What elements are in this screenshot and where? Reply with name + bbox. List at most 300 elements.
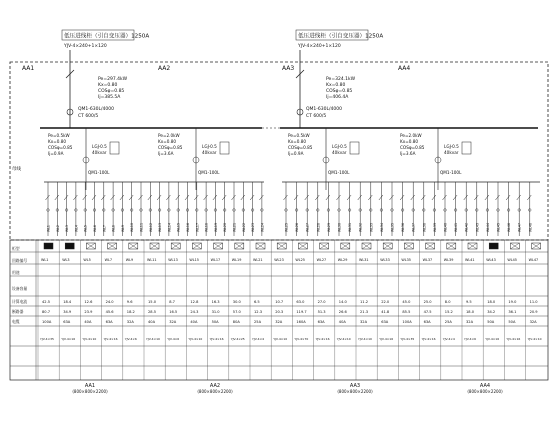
- table-column-1: [38, 240, 54, 380]
- table-capacity: 12.8: [190, 300, 199, 304]
- feeder-code: WL22: [241, 223, 246, 232]
- feeder-33: [368, 182, 373, 236]
- capacitor-box: [110, 142, 119, 154]
- feeder-switch: [55, 195, 59, 200]
- feeder-code: WL33: [369, 223, 374, 232]
- feeder-32: [358, 182, 363, 236]
- feeder-code: WL35: [390, 223, 395, 232]
- feeder-3: [64, 182, 69, 236]
- table-capacity: 16.3: [211, 300, 220, 304]
- feeder-code: WL23: [251, 223, 256, 232]
- feeder-34: [379, 182, 384, 236]
- table-circuit-code: WL19: [231, 258, 242, 262]
- feeder-code: WL39: [432, 223, 437, 232]
- table-row-label: 电缆: [12, 319, 20, 324]
- table-capacity: 30.0: [232, 300, 241, 304]
- feeder-switch: [232, 195, 236, 200]
- table-circuit-code: WL29: [337, 258, 348, 262]
- capacitor-group-param: Pe=0.5kW: [48, 133, 70, 138]
- table-capacity: 9.5: [466, 300, 472, 304]
- feeder-switch: [111, 195, 115, 200]
- feeder-switch: [305, 195, 309, 200]
- feeder-37: [411, 182, 416, 236]
- table-cable: YJV-4×35: [400, 337, 415, 341]
- table-column-2: [59, 240, 75, 380]
- table-cable: YJV-4×16: [421, 337, 436, 341]
- table-breaker: 32A: [360, 320, 368, 324]
- table-breaker: 32A: [275, 320, 283, 324]
- table-column-10: [229, 240, 245, 380]
- table-breaker: 50A: [508, 320, 516, 324]
- table-cable: YJV-4×10: [188, 337, 203, 341]
- table-current: 18.0: [466, 310, 475, 314]
- feeder-40: [443, 182, 448, 236]
- feeder-switch: [347, 195, 351, 200]
- feeder-switch: [432, 195, 436, 200]
- feeder-switch: [411, 195, 415, 200]
- table-row-label: 回路编号: [12, 258, 28, 263]
- table-capacity: 19.0: [508, 300, 517, 304]
- table-column-13: [292, 240, 308, 380]
- feeder-switch: [73, 195, 77, 200]
- table-circuit-code: WL27: [316, 258, 327, 262]
- feeder-15: [176, 182, 181, 236]
- table-column-6: [144, 240, 160, 380]
- table-cabinet-symbol: [44, 243, 53, 249]
- capacitor-group-param: Ij=0.9A: [48, 151, 64, 156]
- capacitor-group-param: COSφ=0.85: [48, 145, 73, 150]
- table-row-label: 计算电流: [12, 299, 28, 304]
- table-capacity: 63.0: [296, 300, 305, 304]
- table-capacity: 22.0: [381, 300, 390, 304]
- feeder-switch: [379, 195, 383, 200]
- feeder-42: [464, 182, 469, 236]
- table-breaker: 32A: [126, 320, 134, 324]
- table-breaker: 100A: [42, 320, 52, 324]
- feeder-code: WL43: [475, 223, 480, 232]
- table-current: 85.5: [402, 310, 411, 314]
- table-circuit-code: WL37: [422, 258, 433, 262]
- feeder-switch: [213, 195, 217, 200]
- table-circuit-code: WL43: [486, 258, 496, 262]
- feeder-switch: [120, 195, 124, 200]
- feeder-11: [139, 182, 144, 236]
- table-circuit-code: WL3: [62, 258, 70, 262]
- table-row-label: 用途: [12, 270, 20, 275]
- table-cable: YJV-4×10: [82, 337, 97, 341]
- incomer-aa3-ij: Ij=406.4A: [326, 95, 349, 100]
- feeder-code: WL36: [401, 223, 406, 232]
- table-breaker: 32A: [169, 320, 177, 324]
- feeder-38: [421, 182, 426, 236]
- feeder-code: WL44: [485, 223, 490, 232]
- table-cabinet-symbol: [489, 243, 498, 249]
- table-current: 34.9: [63, 310, 72, 314]
- feeder-switch: [241, 195, 245, 200]
- feeder-code: WL48: [528, 223, 533, 232]
- table-capacity: 14.0: [338, 300, 347, 304]
- capacitor-group-param: Pe=2.0kW: [400, 133, 422, 138]
- feeder-code: WL8: [111, 225, 116, 232]
- capacitor-group-breaker: QM1-100L: [440, 170, 462, 175]
- feeder-switch: [443, 195, 447, 200]
- feeder-switch: [250, 195, 254, 200]
- feeder-44: [485, 182, 490, 236]
- capacitor-blocks: [48, 128, 471, 190]
- table-cable: YJV-4×10: [146, 337, 160, 341]
- capacitor-group-breaker: QM1-100L: [328, 170, 350, 175]
- feeder-22: [241, 182, 246, 236]
- feeder-2: [55, 182, 60, 236]
- table-circuit-code: WL7: [104, 258, 113, 262]
- table-cable: YJV-4×16: [61, 337, 76, 341]
- feeder-switch: [527, 195, 531, 200]
- feeder-code: WL26: [295, 223, 300, 232]
- incomer-aa1-breaker: QM1-630L/4000: [78, 107, 114, 112]
- table-cable: YJV-4×16: [379, 337, 394, 341]
- feeder-code: WL12: [148, 223, 153, 232]
- incomer-aa1-title: 低压进线柜（引自变压器）1250A: [64, 33, 150, 40]
- table-column-20: [441, 240, 456, 380]
- feeder-48: [527, 182, 532, 236]
- feeder-code: WL18: [204, 223, 209, 232]
- feeder-code: WL15: [176, 223, 181, 232]
- feeder-35: [390, 182, 395, 236]
- capacitor-group-param: COSφ=0.85: [400, 145, 425, 150]
- table-circuit-code: WL33: [380, 258, 390, 262]
- table-circuit-code: WL41: [465, 258, 475, 262]
- capacitor-group-device: LGJ-0.5: [92, 144, 107, 149]
- table-capacity: 10.7: [275, 300, 284, 304]
- table-cable: YJV-4×16: [315, 337, 330, 341]
- capacitor-group-param: Kx=0.80: [48, 139, 67, 144]
- feeder-code: WL3: [65, 225, 70, 232]
- table-cable: YJV-4×16: [209, 337, 224, 341]
- table-breaker: 25A: [254, 320, 262, 324]
- table-breaker: 40A: [338, 320, 346, 324]
- capacitor-group-param: Kx=0.80: [158, 139, 177, 144]
- table-capacity: 15.0: [148, 300, 157, 304]
- feeder-25: [284, 182, 289, 236]
- feeder-switch: [294, 195, 298, 200]
- feeder-21: [232, 182, 237, 236]
- feeder-45: [496, 182, 501, 236]
- feeder-switch: [368, 195, 372, 200]
- incomer-aa1-ij: Ij=385.5A: [98, 95, 121, 100]
- panel-label-aa2: AA2: [158, 65, 171, 72]
- feeder-8: [111, 182, 116, 236]
- table-current: 57.0: [232, 310, 241, 314]
- table-column-5: [123, 240, 138, 380]
- feeder-switch: [222, 195, 226, 200]
- table-capacity: 6.5: [254, 300, 260, 304]
- feeder-36: [400, 182, 405, 236]
- table-breaker: 63A: [105, 320, 113, 324]
- table-current: 31.0: [211, 310, 220, 314]
- feeder-24: [259, 182, 264, 236]
- table-cable: YJV-4×16: [506, 337, 521, 341]
- table-capacity: 11.2: [360, 300, 369, 304]
- incomer-aa3-ct: CT 600/5: [306, 114, 327, 119]
- table-capacity: 12.6: [84, 300, 93, 304]
- feeder-code: WL27: [305, 223, 310, 232]
- feeder-9: [120, 182, 125, 236]
- feeder-code: WL13: [158, 223, 163, 232]
- feeder-code: WL2: [55, 225, 60, 232]
- feeder-47: [517, 182, 522, 236]
- feeder-43: [474, 182, 479, 236]
- table-column-19: [420, 240, 436, 380]
- table-column-11: [250, 240, 265, 380]
- feeder-switch: [148, 195, 152, 200]
- panel-footer-aa2: AA2: [209, 383, 221, 389]
- incomer-aa3-cable: YJV-4×240+1×120: [298, 44, 341, 49]
- feeder-switch: [83, 195, 87, 200]
- table-capacity: 9.6: [126, 300, 133, 304]
- capacitor-group-param: Ij=0.9A: [288, 151, 304, 156]
- incomer-aa1-kx: Kx=0.80: [98, 83, 118, 88]
- feeder-code: WL24: [260, 223, 265, 232]
- feeder-code: WL46: [507, 223, 512, 232]
- table-circuit-code: WL9: [125, 258, 134, 262]
- table-column-24: [526, 240, 542, 380]
- incomer-aa3-kx: Kx=0.80: [326, 83, 346, 88]
- table-current: 80.7: [42, 310, 51, 314]
- feeder-39: [432, 182, 437, 236]
- table-column-8: [186, 240, 202, 380]
- table-current: 21.3: [360, 310, 369, 314]
- feeder-20: [222, 182, 227, 236]
- feeder-19: [213, 182, 218, 236]
- feeder-code: WL38: [422, 223, 427, 232]
- feeder-switch: [259, 195, 263, 200]
- table-column-21: [462, 240, 477, 380]
- bus-side-label: 母线: [12, 167, 21, 172]
- table-capacity: 25.0: [423, 300, 432, 304]
- feeder-code: WL28: [316, 223, 321, 232]
- table-current: 15.2: [444, 310, 453, 314]
- table-cable: YJV-4×4: [442, 337, 455, 341]
- table-circuit-code: WL25: [295, 258, 305, 262]
- feeder-code: WL19: [213, 223, 218, 232]
- feeder-code: WL9: [120, 225, 125, 232]
- table-capacity: 11.0: [529, 300, 538, 304]
- feeder-12: [148, 182, 153, 236]
- table-column-12: [271, 240, 287, 380]
- feeder-switch: [496, 195, 500, 200]
- incomer-aa3-cos: COSφ=0.85: [326, 89, 353, 94]
- feeder-code: WL40: [443, 223, 448, 232]
- feeder-code: WL1: [46, 225, 51, 232]
- incomer-aa1-panel: AA1: [22, 65, 35, 72]
- table-column-3: [80, 240, 96, 380]
- capacitor-group-3: [288, 128, 359, 190]
- table-breaker: 100A: [402, 320, 412, 324]
- feeder-switch: [204, 195, 208, 200]
- table-circuit-code: WL39: [443, 258, 454, 262]
- table-circuit-code: WL31: [359, 258, 369, 262]
- feeder-code: WL7: [102, 225, 107, 232]
- incomer-aa1-ct: CT 600/5: [78, 114, 99, 119]
- feeder-17: [194, 182, 199, 236]
- feeder-switch: [326, 195, 330, 200]
- capacitor-group-capacity: 40kvar: [444, 150, 459, 155]
- table-circuit-code: WL17: [210, 258, 221, 262]
- table-capacity: 24.0: [105, 300, 114, 304]
- capacitor-group-param: COSφ=0.85: [158, 145, 183, 150]
- table-breaker: 32A: [466, 320, 474, 324]
- table-breaker: 40A: [148, 320, 156, 324]
- feeder-switch: [474, 195, 478, 200]
- feeder-29: [326, 182, 331, 236]
- feeder-switch: [284, 195, 288, 200]
- table-current: 23.9: [84, 310, 93, 314]
- panel-footer-aa3: AA3: [349, 383, 361, 389]
- table-column-23: [504, 240, 520, 380]
- capacitor-group-param: Pe=0.5kW: [288, 133, 310, 138]
- feeder-switch: [92, 195, 96, 200]
- table-cable: YJV-4×10: [358, 337, 372, 341]
- capacitor-group-param: Kx=0.80: [400, 139, 419, 144]
- table-capacity: 42.5: [42, 300, 51, 304]
- feeder-switch: [421, 195, 425, 200]
- table-breaker: 63A: [63, 320, 71, 324]
- feeder-code: WL4: [74, 225, 79, 232]
- table-current: 28.5: [148, 310, 157, 314]
- circuit-schedule-table: [10, 240, 548, 380]
- table-circuit-code: WL21: [253, 258, 263, 262]
- capacitor-box: [220, 142, 229, 154]
- table-cable: YJV-4×6: [464, 337, 477, 341]
- capacitor-group-device: LGJ-0.5: [332, 144, 347, 149]
- feeder-30: [337, 182, 342, 236]
- table-current: 45.6: [105, 310, 114, 314]
- feeder-switch: [157, 195, 161, 200]
- feeder-code: WL17: [195, 223, 200, 232]
- feeder-13: [157, 182, 162, 236]
- table-current: 36.1: [508, 310, 517, 314]
- table-current: 119.7: [296, 310, 307, 314]
- feeder-circuits: [44, 182, 540, 236]
- table-current: 41.8: [381, 310, 390, 314]
- feeder-switch: [400, 195, 404, 200]
- feeder-switch: [139, 195, 143, 200]
- feeder-code: WL6: [93, 225, 97, 232]
- feeder-26: [294, 182, 299, 236]
- capacitor-group-capacity: 40kvar: [92, 150, 107, 155]
- feeder-4: [73, 182, 78, 236]
- feeder-27: [305, 182, 310, 236]
- panel-footer: [72, 383, 503, 394]
- panel-footer-aa2-size: (800×800×2200): [197, 389, 233, 394]
- feeder-code: WL5: [83, 225, 88, 232]
- feeder-switch: [46, 195, 50, 200]
- table-cable: YJV-4×10: [273, 337, 288, 341]
- feeder-code: WL25: [284, 223, 289, 232]
- table-circuit-code: WL35: [401, 258, 411, 262]
- capacitor-box: [350, 142, 359, 154]
- feeder-18: [204, 182, 209, 236]
- table-capacity: 45.0: [402, 300, 411, 304]
- feeder-switch: [358, 195, 362, 200]
- table-cable: YJV-4×16: [103, 337, 118, 341]
- incomer-aa3-title: 低压进线柜（引自变压器）1250A: [298, 33, 384, 40]
- panel-label-aa4: AA4: [398, 65, 411, 72]
- table-current: 34.2: [487, 310, 496, 314]
- feeder-code: WL41: [454, 223, 459, 232]
- panel-footer-aa1: AA1: [84, 383, 96, 389]
- feeder-5: [83, 182, 88, 236]
- table-column-4: [102, 240, 118, 380]
- feeder-46: [506, 182, 511, 236]
- incomer-aa3-pe: Pe=324.1kW: [326, 77, 356, 82]
- table-breaker: 80A: [232, 320, 240, 324]
- feeder-code: WL45: [496, 223, 501, 232]
- feeder-10: [129, 182, 134, 236]
- table-circuit-code: WL1: [41, 258, 49, 262]
- feeder-switch: [176, 195, 180, 200]
- table-circuit-code: WL11: [147, 258, 157, 262]
- table-cable: YJV-4×10: [527, 337, 542, 341]
- table-current: 12.3: [254, 310, 263, 314]
- table-column-16: [356, 240, 372, 380]
- feeder-code: WL16: [186, 223, 190, 232]
- capacitor-group-param: Kx=0.80: [288, 139, 307, 144]
- feeder-switch: [194, 195, 198, 200]
- capacitor-group-capacity: 40kvar: [202, 150, 217, 155]
- table-circuit-code: WL23: [274, 258, 284, 262]
- table-breaker: 25A: [444, 320, 452, 324]
- table-cable: YJV-4×4: [252, 337, 265, 341]
- feeder-switch: [64, 195, 68, 200]
- table-circuit-code: WL45: [507, 258, 517, 262]
- feeder-31: [347, 182, 352, 236]
- table-cable: YJV-4×70: [294, 337, 309, 341]
- capacitor-group-device: LGJ-0.5: [444, 144, 459, 149]
- incomer-aa3-breaker: QM1-630L/4000: [306, 107, 342, 112]
- feeder-switch: [453, 195, 457, 200]
- table-column-22: [483, 240, 499, 380]
- feeder-code: WL20: [223, 223, 228, 232]
- incomer-aa3: [282, 30, 383, 128]
- feeder-code: WL14: [167, 223, 172, 232]
- feeder-6: [92, 182, 97, 236]
- capacitor-group-1: [48, 128, 119, 190]
- feeder-switch: [485, 195, 489, 200]
- table-current: 24.3: [190, 310, 199, 314]
- table-breaker: 50A: [211, 320, 219, 324]
- table-row-label: 柜型: [12, 246, 20, 251]
- table-current: 51.3: [317, 310, 326, 314]
- feeder-switch: [517, 195, 521, 200]
- table-current: 47.5: [423, 310, 432, 314]
- table-column-14: [314, 240, 330, 380]
- capacitor-group-capacity: 40kvar: [332, 150, 347, 155]
- table-breaker: 63A: [423, 320, 431, 324]
- table-row-label: 断路器: [12, 309, 24, 314]
- drawing-frame: [10, 62, 548, 240]
- capacitor-group-2: [158, 128, 229, 190]
- table-cable: YJV-4×6: [124, 337, 137, 341]
- incomer-aa1-cable: YJV-4×240+1×120: [64, 44, 107, 49]
- table-current: 18.2: [126, 310, 135, 314]
- feeder-switch: [337, 195, 341, 200]
- table-cable: YJV-4×35: [40, 337, 54, 341]
- feeder-switch: [129, 195, 133, 200]
- table-breaker: 63A: [381, 320, 389, 324]
- table-cabinet-symbol: [65, 243, 74, 249]
- table-capacity: 8.7: [169, 300, 175, 304]
